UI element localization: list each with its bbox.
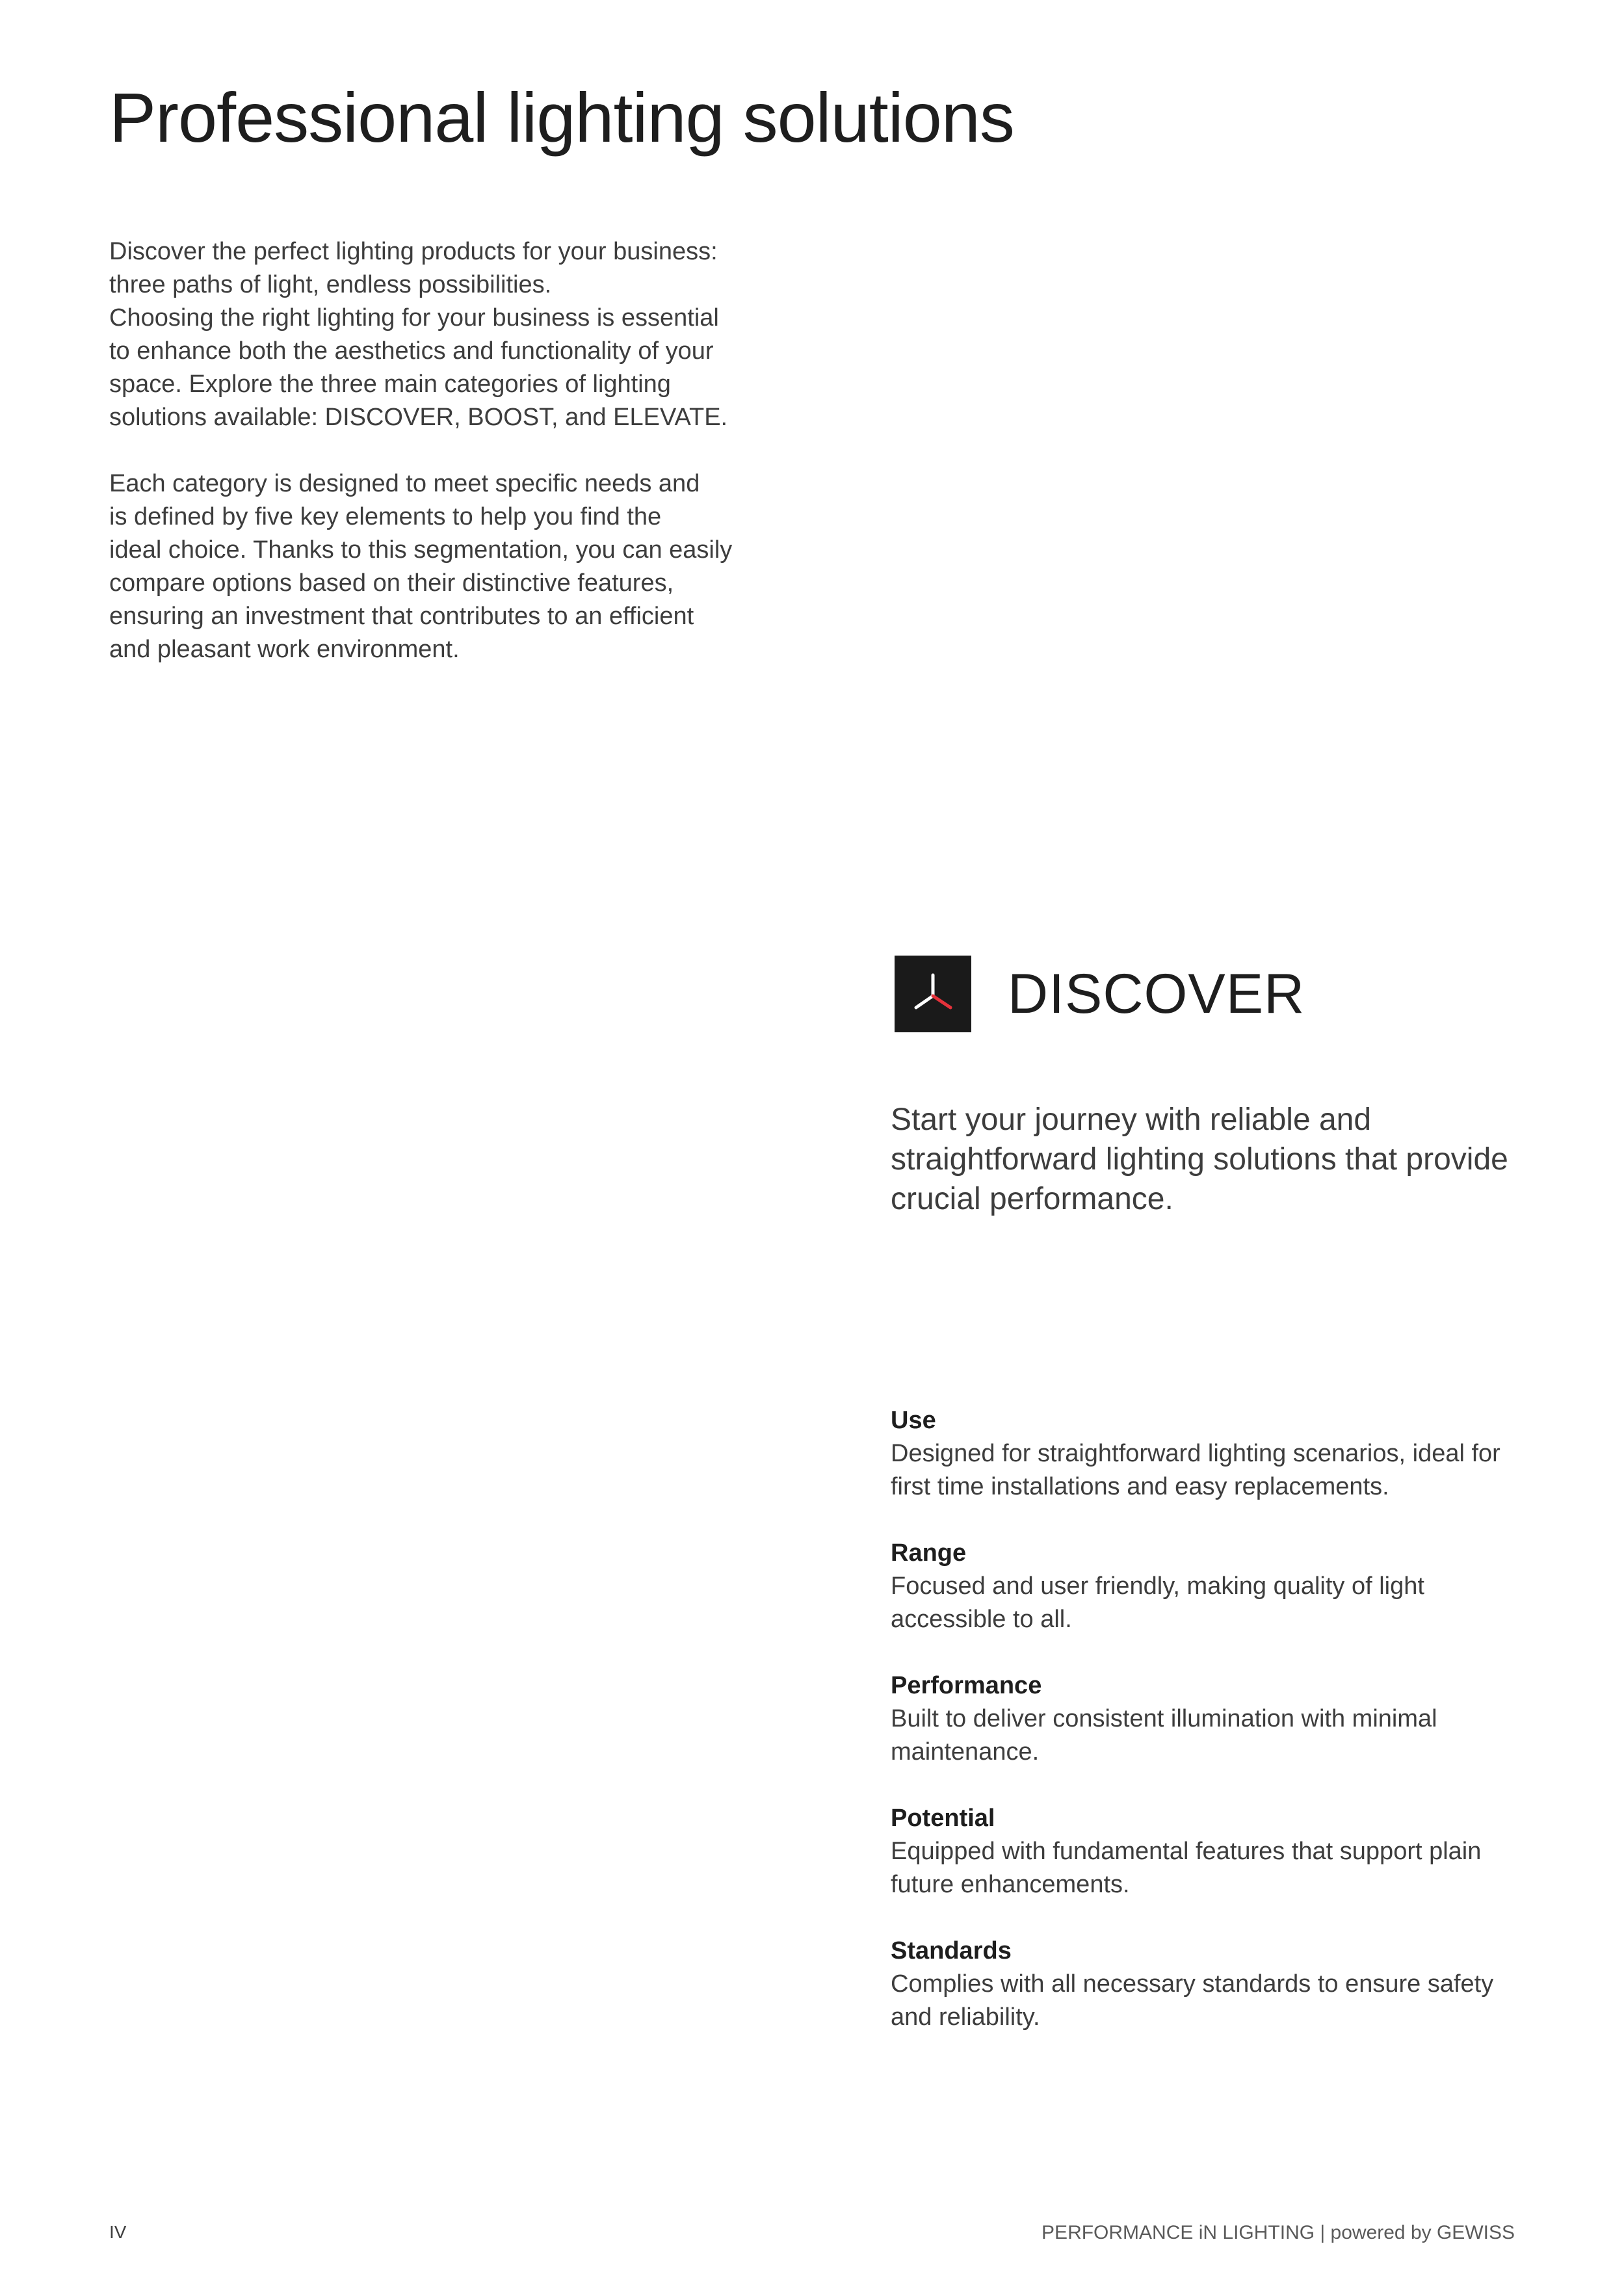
- footer-brand: PERFORMANCE iN LIGHTING | powered by GEWISS: [1041, 2222, 1515, 2243]
- feature-use: [891, 1404, 1541, 1504]
- intro-line: solutions available: DISCOVER, BOOST, and ELEVATE.: [109, 404, 728, 431]
- feature-performance: [891, 1669, 1541, 1769]
- category-header: [895, 956, 1305, 1032]
- tagline-line: straightforward lighting solutions that provide: [891, 1142, 1508, 1177]
- feature-text: [891, 1437, 1541, 1504]
- feature-text-line: maintenance.: [891, 1738, 1040, 1766]
- feature-potential: [891, 1802, 1541, 1901]
- feature-heading: Use: [891, 1407, 936, 1434]
- intro-line: space. Explore the three main categories of lighting: [109, 371, 671, 398]
- feature-standards: [891, 1935, 1541, 2034]
- intro-line: is defined by five key elements to help you find the: [109, 503, 662, 530]
- intro-line: Choosing the right lighting for your business is essential: [109, 304, 719, 332]
- feature-text-line: accessible to all.: [891, 1606, 1072, 1633]
- intro-line: ideal choice. Thanks to this segmentation, you can easily: [109, 536, 733, 564]
- intro-line: three paths of light, endless possibilities.: [109, 271, 552, 298]
- feature-heading: Range: [891, 1539, 967, 1567]
- intro-paragraph: [109, 467, 759, 666]
- page-title: Professional lighting solutions: [109, 78, 1014, 157]
- intro-line: and pleasant work environment.: [109, 636, 460, 663]
- feature-heading: Potential: [891, 1805, 995, 1832]
- tagline-line: Start your journey with reliable and: [891, 1102, 1372, 1137]
- feature-range: [891, 1537, 1541, 1636]
- feature-text-line: first time installations and easy replacements.: [891, 1473, 1389, 1500]
- feature-text: [891, 1835, 1541, 1901]
- feature-text: [891, 1702, 1541, 1769]
- feature-text-line: Designed for straightforward lighting scenarios, ideal for: [891, 1440, 1500, 1467]
- tagline-line: crucial performance.: [891, 1182, 1173, 1216]
- feature-text-line: Focused and user friendly, making quality of light: [891, 1572, 1424, 1600]
- intro-paragraph: [109, 235, 759, 434]
- feature-heading: Standards: [891, 1937, 1012, 1964]
- feature-text: [891, 1570, 1541, 1636]
- feature-text-line: and reliability.: [891, 2003, 1040, 2031]
- page-number: IV: [109, 2222, 127, 2242]
- intro-line: to enhance both the aesthetics and functionality of your: [109, 337, 714, 365]
- feature-text-line: future enhancements.: [891, 1871, 1130, 1898]
- discover-tripod-icon: [895, 956, 971, 1032]
- category-title: DISCOVER: [1008, 962, 1305, 1025]
- feature-text: [891, 1968, 1541, 2034]
- intro-line: Each category is designed to meet specific needs and: [109, 470, 700, 497]
- intro-line: compare options based on their distinctive features,: [109, 569, 674, 597]
- feature-text-line: Built to deliver consistent illumination with minimal: [891, 1705, 1437, 1732]
- feature-heading: Performance: [891, 1672, 1042, 1699]
- category-tagline: [891, 1100, 1541, 1219]
- feature-list: [891, 1404, 1541, 2067]
- intro-text: [109, 235, 759, 699]
- feature-text-line: Equipped with fundamental features that support plain: [891, 1838, 1482, 1865]
- intro-line: Discover the perfect lighting products for your business:: [109, 238, 718, 265]
- intro-line: ensuring an investment that contributes to an efficient: [109, 603, 694, 630]
- feature-text-line: Complies with all necessary standards to ensure safety: [891, 1970, 1494, 1998]
